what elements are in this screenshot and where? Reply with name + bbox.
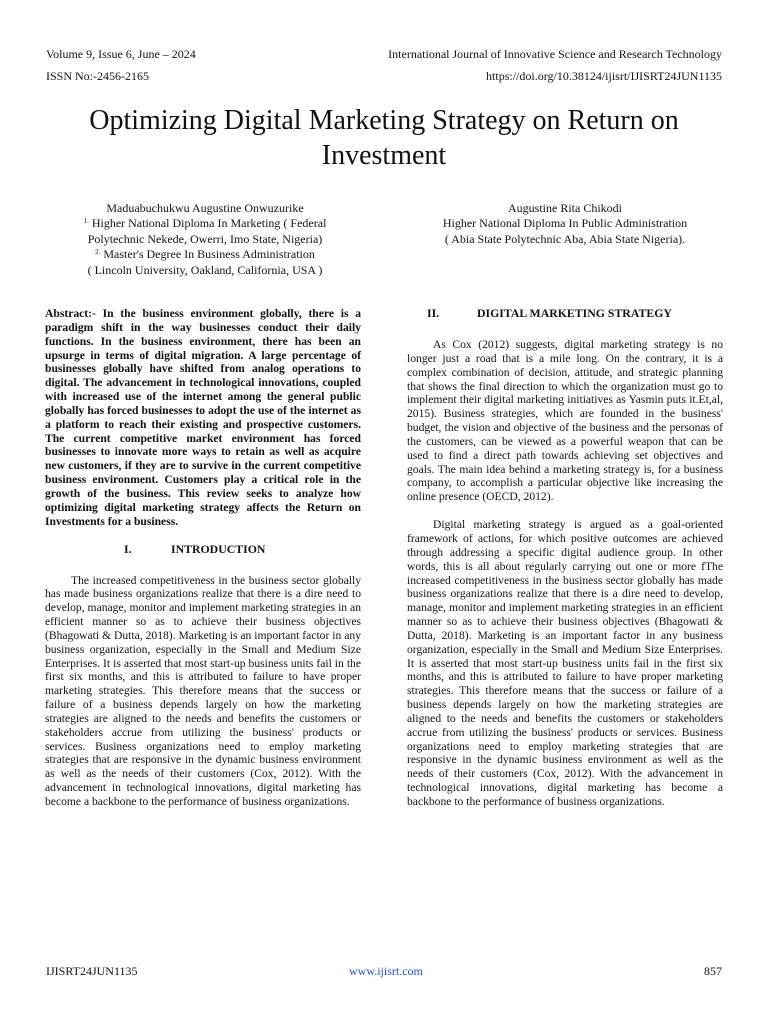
author-name: Augustine Rita Chikodi [508, 201, 622, 215]
author-affiliation-line: ( Lincoln University, Oakland, California, USA ) [87, 262, 323, 277]
body-paragraph: The increased competitiveness in the business sector globally has made business organizations realize that there is a dire need to develop, manage, monitor and implement marketing strategies in an efficient manner so as to achieve their business objectives (Bhagowati & Dutta, 2018). Marketing is an important factor in any business organization, especially in the Small and Medium Size Enterprises. It is asserted that most start-up business units fail in the first six months, and this is attributed to failure to have proper marketing strategies. This therefore means that the success or failure of a business depends largely on how the marketing strategies are aligned to the needs and benefits the customers or stakeholders accrue from utilizing the business' products or services. Business organizations need to employ marketing strategies that are responsive in the dynamic business environment as well as the needs of their customers (Cox, 2012). With the advancement in technological innovations, digital marketing has become a backbone to the performance of business organizations. [45, 573, 361, 808]
author-affiliation-line: ( Abia State Polytechnic Aba, Abia State Nigeria). [444, 231, 686, 246]
author-name: Maduabuchukwu Augustine Onwuzurike [106, 201, 304, 215]
affiliation-marker: 2. [95, 248, 101, 257]
section-number: II. [427, 306, 440, 320]
affiliation-marker: 1. [83, 217, 89, 226]
affiliation-text: Higher National Diploma In Marketing ( Federal [91, 216, 327, 231]
author-affiliation-line [60, 216, 350, 231]
body-paragraph: Digital marketing strategy is argued as a goal-oriented framework of actions, for which positive outcomes are achieved through addressing a specific digital audience group. In other words, this is all about regularly carrying out one or more fThe increased competitiveness in the business sector globally has made business organizations realize that there is a dire need to develop, manage, monitor and implement marketing strategies in an efficient manner so as to achieve their business objectives (Bhagowati & Dutta, 2018). Marketing is an important factor in any business organization, especially in the Small and Medium Size Enterprises. It is asserted that most start-up business units fail in the first six months, and this is attributed to failure to have proper marketing strategies. This therefore means that the success or failure of a business depends largely on how the marketing strategies are aligned to the needs and benefits the customers or stakeholders accrue from utilizing the business' products or services. Business organizations need to employ marketing strategies that are responsive in the dynamic business environment as well as the needs of their customers (Cox, 2012). With the advancement in technological innovations, digital marketing has become a backbone to the performance of business organizations. [407, 518, 723, 808]
header-volume: Volume 9, Issue 6, June – 2024 [46, 47, 196, 61]
affiliation-text: Master's Degree In Business Administration [103, 247, 315, 262]
author-block-2 [410, 201, 720, 247]
author-affiliation-line: Higher National Diploma In Public Administration [442, 216, 688, 231]
author-block-1 [60, 201, 350, 278]
section-number: I. [124, 541, 132, 556]
footer-website-link[interactable]: www.ijisrt.com [349, 964, 423, 978]
right-column [407, 307, 723, 809]
author-affiliation-line [60, 247, 350, 262]
header-doi: https://doi.org/10.38124/ijisrt/IJISRT24JUN1135 [486, 69, 722, 83]
body-paragraph: As Cox (2012) suggests, digital marketing strategy is no longer just a road that is a mile long. On the contrary, it is a complex combination of decision, attitude, and strategic planning that shows the final direction to which the organization must go to implement their digital marketing initiatives as Yasmin puts it.Et,al, 2015). Business strategies, which are founded in the business' budget, the vision and objective of the business and the personas of the customers, can be viewed as a powerful weapon that can be used to find a direct path towards achieving set objectives and goals. The main idea behind a marketing strategy is, for a business company, to accomplish a particular objective like increasing the online presence (OECD, 2012). [407, 338, 723, 504]
header-journal-name: International Journal of Innovative Science and Research Technology [388, 47, 722, 61]
section-title: INTRODUCTION [171, 541, 266, 556]
page-number: 857 [704, 964, 722, 978]
footer-paper-id: IJISRT24JUN1135 [46, 964, 138, 978]
author-affiliation-line: Polytechnic Nekede, Owerri, Imo State, Nigeria) [87, 231, 323, 246]
paper-title: Optimizing Digital Marketing Strategy on Return on Investment [89, 105, 679, 171]
abstract: Abstract:- In the business environment globally, there is a paradigm shift in the way businesses conduct their daily functions. In the business environment, there has been an upsurge in terms of digital migration. A large percentage of businesses globally have shifted from analog operations to digital. The advancement in technological innovations, coupled with increased use of the internet among the general public globally has forced businesses to adopt the use of the internet as a platform to reach their existing and prospective customers. The current competitive market environment has forced businesses to innovate more ways to retain as well as acquire new customers, if they are to survive in the current competitive business environment. Customers play a critical role in the growth of the business. This review seeks to analyze how optimizing digital marketing strategy affects the Return on Investments for a business. [45, 307, 361, 528]
section-heading-digital-marketing-strategy [407, 307, 723, 321]
section-heading-introduction [45, 543, 361, 557]
header-issn: ISSN No:-2456-2165 [46, 69, 150, 83]
left-column [45, 307, 361, 809]
section-title: DIGITAL MARKETING STRATEGY [477, 306, 672, 320]
